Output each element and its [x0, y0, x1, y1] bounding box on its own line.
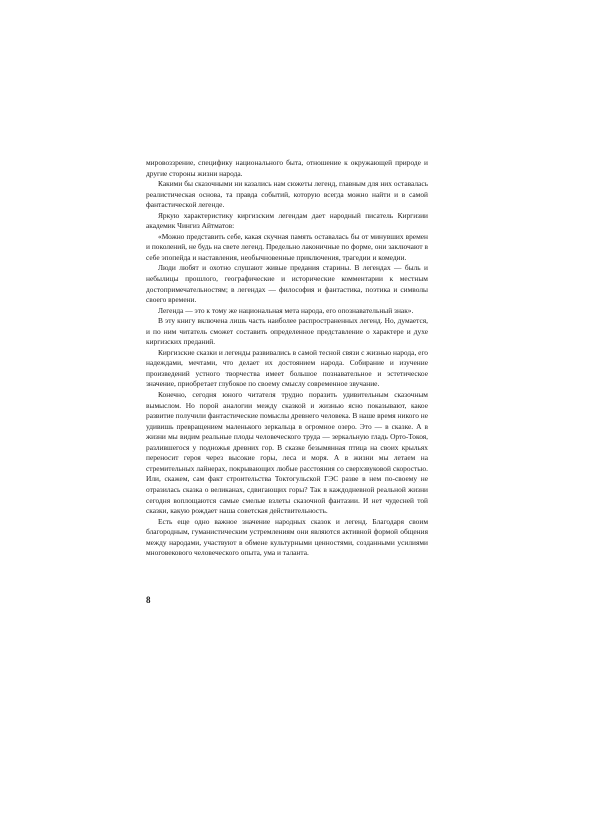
paragraph: мировоззрение, специфику национального быта, отношение к окружающей природе и другие стороны жизни народа. — [146, 158, 428, 178]
paragraph: Яркую характеристику киргизским легендам дает народный писатель Киргизии академик Чингиз Айтматов: — [146, 210, 428, 231]
paragraph: В эту книгу включена лишь часть наиболее распространенных легенд. Но, думается, и по ним читатель сможет составить определенное представление о характере и духе киргизских преданий. — [146, 316, 428, 347]
body-text — [146, 158, 428, 559]
quote-paragraph: Легенда — это к тому же национальная мета народа, его опознавательный знак». — [158, 305, 414, 315]
paragraph: Киргизские сказки и легенды развивались в самой тесной связи с жизнью народа, его надеждами, мечтами, что делает их достоянием народа. Собирание и изучение произведений устного творчества имеет большое познавательное и эстетическое значение, приобретает глубокое по своему смыслу современное звучание. — [146, 347, 428, 389]
paragraph: Есть еще одно важное значение народных сказок и легенд. Благодаря своим благородным, гуманистическим устремлениям они являются активной формой общения между народами, участвуют в обмене культурными ценностями, созданными усилиями многовекового человеческого опыта, ума и таланта. — [146, 516, 428, 558]
paragraph: Конечно, сегодня юного читателя трудно поразить удивительным сказочным вымыслом. Но порой аналогии между сказкой и жизнью ясно показывают, какое развитие получили фантастические помыслы древнего человека. В наше время никого не удивишь превращением маленького зеркальца в огромное озеро. Это — в сказке. А в жизни мы видим реальные плоды человеческого труда — зеркальную гладь Орто-Токоя, разлившегося у подножья древних гор. В сказке безымянная птица на своих крыльях переносит героя через высокие горы, леса и моря. А в жизни мы летаем на стремительных лайнерах, покрывающих любые расстояния со сверхзвуковой скоростью. Или, скажем, сам факт строительства Токтогульской ГЭС разве в нем по-своему не отразилась сказка о великанах, сдвигающих горы? Так в каждодневной реальной жизни сегодня воплощаются самые смелые взлеты сказочной фантазии. И нет чудесней той сказки, какую рождает наша советская действительность. — [146, 390, 428, 516]
quote-paragraph: «Можно представить себе, какая скучная память оставалась бы от минувших времен и поколений, не будь на свете легенд. Предельно лаконичные по форме, они заключают в себе эпопейда и наставления, необычновенные приключения, трагедии и комедии. — [146, 231, 428, 262]
paragraph: Какими бы сказочными ни казались нам сюжеты легенд, главным для них оставалась реалистическая основа, та правда событий, которую всегда можно найти и в самой фантастической легенде. — [146, 179, 428, 210]
page-number: 8 — [146, 595, 151, 605]
quote-paragraph: Люди любят и охотно слушают живые предания старины. В легендах — быль и небылицы прошлого, географические и исторические комментарии к местным достопримечательностям; в легендах — философия и фантастика, поэтика и символы своего времени. — [146, 263, 428, 305]
